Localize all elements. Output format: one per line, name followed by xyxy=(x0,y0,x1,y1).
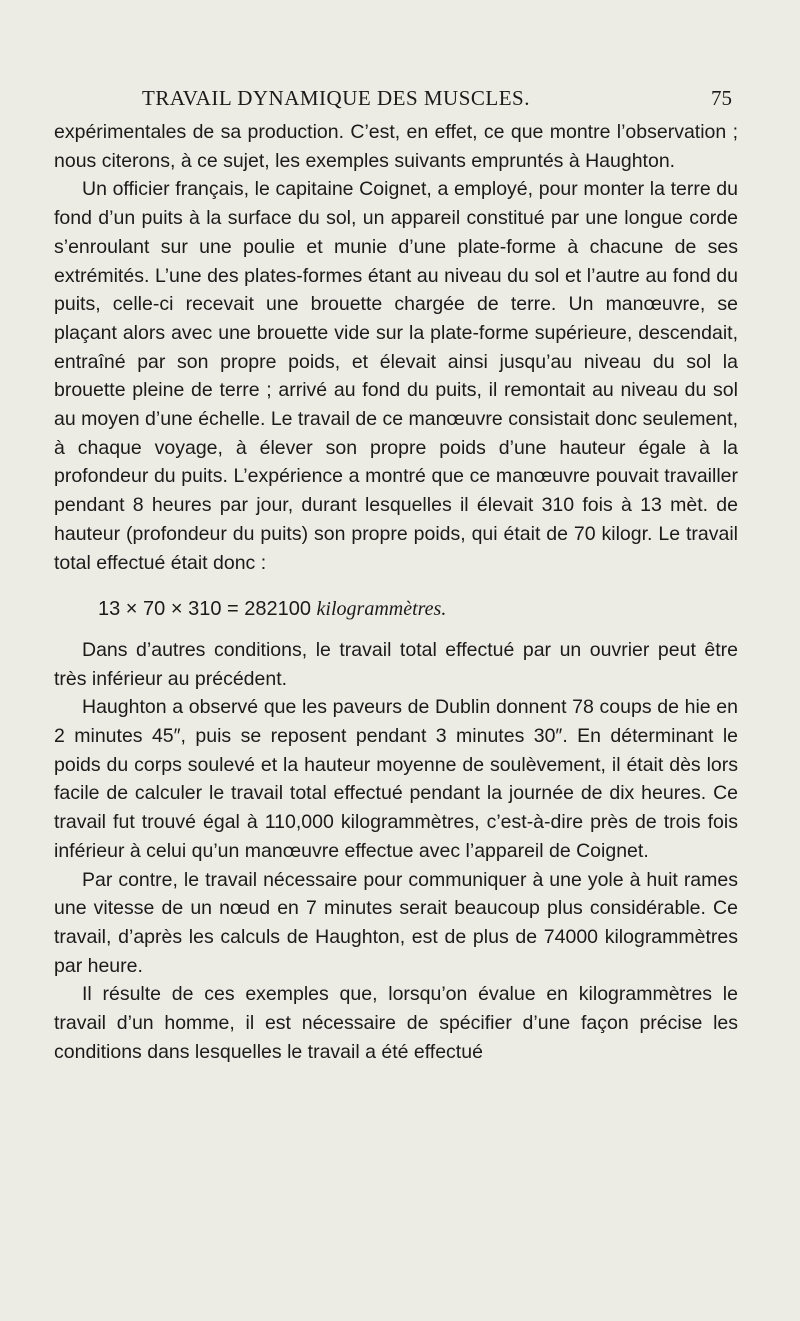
page-header xyxy=(120,86,732,116)
equation-unit: kilogrammètres. xyxy=(316,598,447,621)
paragraph-coignet-apparatus: Un officier français, le capitaine Coignet, a employé, pour monter la terre du fond d’un puits à la surface du sol, un appareil constitué par une longue corde s’enroulant sur une poulie et munie d’une plate-forme à chacune de ses extrémités. L’une des plates-formes étant au niveau du sol et l’autre au fond du puits, celle-ci recevait une brouette chargée de terre. Un manœuvre, se plaçant alors avec une brouette vide sur la plate-forme supérieure, descendait, entraîné par son propre poids, et élevait ainsi jusqu’au niveau du sol la brouette pleine de terre ; arrivé au fond du puits, il remontait au niveau du sol au moyen d’une échelle. Le travail de ce manœuvre consistait donc seulement, à chaque voyage, à élever son propre poids d’une hauteur égale à la profondeur du puits. L’expérience a montré que ce manœuvre pouvait travailler pendant 8 heures par jour, durant lesquelles il élevait 310 fois à 13 mèt. de hauteur (profondeur du puits) son propre poids, qui était de 70 kilogr. Le travail total effectué était donc : xyxy=(54,178,738,574)
running-title: TRAVAIL DYNAMIQUE DES MUSCLES. xyxy=(142,86,530,110)
paragraph-rowing-yole: Par contre, le travail nécessaire pour communiquer à une yole à huit rames une vitesse de un nœud en 7 minutes serait beaucoup plus considérable. Ce travail, d’après les calculs de Haughton, est de plus de 74000 kilogrammètres par heure. xyxy=(54,868,738,977)
paragraph-dublin-pavers: Haughton a observé que les paveurs de Dublin donnent 78 coups de hie en 2 minutes 45″, puis se reposent pendant 3 minutes 30″. En déterminant le poids du corps soulevé et la hauteur moyenne de soulèvement, il était dès lors facile de calculer le travail total effectué pendant la journée de dix heures. Ce travail fut trouvé égal à 110,000 kilogrammètres, c’est-à-dire près de trois fois inférieur à celui qu’un manœuvre effectue avec l’appareil de Coignet. xyxy=(54,696,738,862)
paragraph-other-conditions: Dans d’autres conditions, le travail total effectué par un ouvrier peut être très inférieur au précédent. xyxy=(54,638,738,690)
page-number: 75 xyxy=(711,86,732,110)
body-text xyxy=(54,118,738,1067)
equation-expression: 13 × 70 × 310 = 282100 xyxy=(98,598,311,621)
paragraph-continuation: expérimentales de sa production. C’est, en effet, ce que montre l’observation ; nous citerons, à ce sujet, les exemples suivants empruntés à Haughton. xyxy=(54,121,738,172)
work-equation xyxy=(54,595,738,624)
paragraph-conclusion: Il résulte de ces exemples que, lorsqu’on évalue en kilogrammètres le travail d’un homme, il est nécessaire de spécifier d’une façon précise les conditions dans lesquelles le travail a été effectué xyxy=(54,983,738,1063)
